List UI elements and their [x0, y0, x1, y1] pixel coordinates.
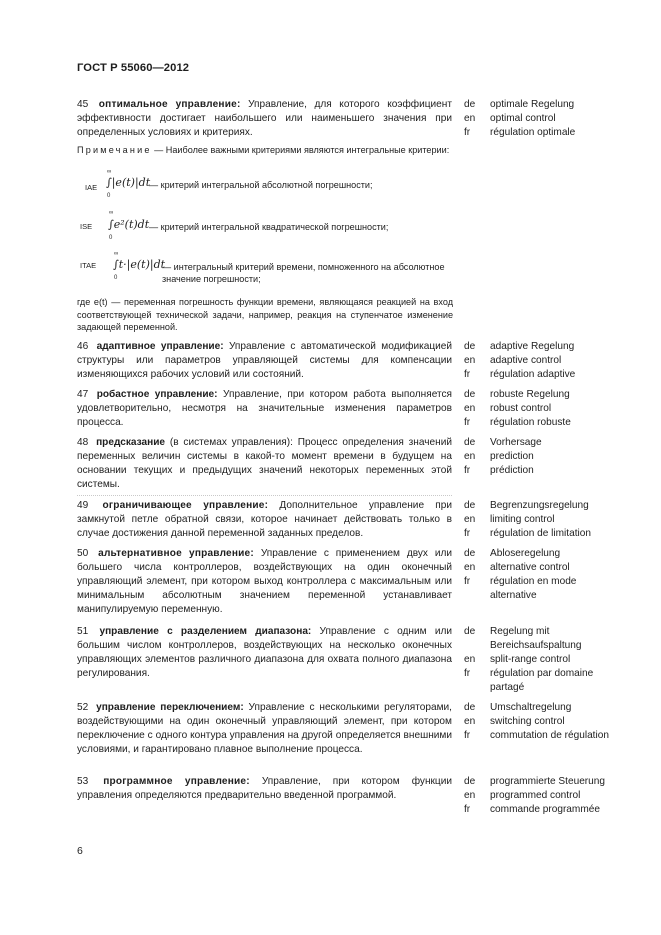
entry-definition: Управление с автоматической модификацией структуры или параметров управляющей системы для компенсации изменяющихся рабочих условий или состояний. — [77, 341, 453, 380]
translation-fr — [464, 729, 620, 743]
entry-translations — [464, 340, 620, 382]
term-entry-51 — [77, 625, 617, 693]
formula-expression: ∫t·|e(t)|dt — [113, 258, 166, 271]
translation-text: régulation en mode alternative — [490, 575, 577, 601]
lang-code: de — [464, 389, 476, 400]
entry-translations — [464, 388, 620, 430]
translation-text: commutation de régulation — [490, 729, 609, 741]
entry-term: адаптивное управление: — [96, 341, 224, 352]
translation-text: Umschaltregelung — [490, 702, 572, 713]
entry-term: оптимальное управление: — [98, 99, 241, 110]
lang-code: fr — [464, 126, 471, 138]
translation-en — [464, 653, 620, 667]
translation-text: limiting control — [490, 513, 555, 525]
entry-translations — [464, 436, 620, 478]
entry-number: 53 — [77, 776, 89, 787]
translation-de — [464, 625, 620, 653]
lang-code: en — [464, 789, 476, 801]
translation-en — [464, 715, 620, 729]
entry-text — [77, 388, 452, 430]
entry-term: программное управление: — [103, 776, 250, 787]
lang-code: de — [464, 626, 476, 637]
integral-lower-limit: 0 — [109, 235, 113, 241]
integral-lower-limit: 0 — [114, 275, 118, 281]
translation-text: régulation optimale — [490, 126, 576, 138]
lang-code: fr — [464, 729, 471, 741]
entry-text — [77, 340, 452, 382]
translation-de — [464, 701, 620, 715]
lang-code: fr — [464, 667, 471, 679]
translation-text: split-range control — [490, 653, 571, 665]
entry-definition: Управление, при котором функции управления определяются предварительно введенной программой. — [77, 776, 452, 801]
entry-definition: Управление с одним или большим числом контроллеров, воздействующих на несколько оконечных управляющих элементов различного диапазона для охвата полного диапазона регулирования. — [77, 626, 452, 679]
lang-code: en — [464, 450, 476, 462]
entry-definition: Управление с несколькими регуляторами, воздействующими на один оконечный управляющий элемент, при котором переключение с одного контура управления на другой определяется внешними условиями, и гарантировано плавное выполнение процесса. — [77, 702, 452, 755]
translation-fr — [464, 368, 620, 382]
translation-fr — [464, 126, 620, 140]
translation-text: robust control — [490, 402, 552, 414]
translation-en — [464, 789, 620, 803]
entry-translations — [464, 98, 620, 140]
lang-code: de — [464, 437, 476, 448]
translation-text: Vorhersage — [490, 437, 542, 448]
page-number: 6 — [77, 845, 83, 857]
entry-translations — [464, 499, 620, 541]
entry-text — [77, 436, 452, 492]
note-intro: Наиболее важными критериями являются интегральные критерии: — [165, 145, 450, 155]
translation-text: prédiction — [490, 464, 534, 476]
translation-text: programmierte Steuerung — [490, 776, 606, 787]
integral-upper-limit: ∞ — [109, 210, 114, 216]
formula-description: — критерий интегральной абсолютной погрешности; — [149, 180, 373, 190]
lang-code: fr — [464, 416, 471, 428]
translation-text: prediction — [490, 450, 534, 462]
translation-fr — [464, 464, 620, 478]
lang-code: fr — [464, 527, 471, 539]
translation-de — [464, 499, 620, 513]
term-entry-53 — [77, 775, 617, 815]
entry-number: 46 — [77, 341, 89, 352]
formula-iae — [84, 169, 454, 202]
formula-label: ITAE — [80, 261, 97, 270]
note-where-clause: где e(t) — переменная погрешность функции времени, являющаяся реакцией на вход соответствующей технической задачи, например, реакция на ступенчатое изменение задающей переменной. — [77, 297, 453, 333]
term-entry-50 — [77, 547, 617, 617]
formula-description: — критерий интегральной квадратической погрешности; — [149, 222, 389, 232]
translation-text: régulation de limitation — [490, 527, 591, 539]
translation-text: régulation adaptive — [490, 368, 576, 380]
lang-code: en — [464, 402, 476, 414]
entry-translations — [464, 547, 620, 603]
lang-code: en — [464, 354, 476, 366]
formula-itae — [80, 251, 454, 294]
translation-text: alternative control — [490, 561, 570, 573]
entry-number: 48 — [77, 437, 89, 448]
lang-code: de — [464, 776, 476, 787]
entry-term: управление с разделением диапазона: — [99, 626, 312, 637]
translation-de — [464, 436, 620, 450]
entry-term: альтернативное управление: — [98, 548, 254, 559]
translation-en — [464, 450, 620, 464]
entry-definition: Управление, для которого коэффициент эффективности достигает наибольшего или наименьшего значения при определенных условиях и критериях. — [77, 99, 452, 138]
integral-upper-limit: ∞ — [114, 251, 119, 257]
term-entry-45 — [77, 98, 617, 140]
entry-definition: Управление, при котором работа выполняется удовлетворительно, несмотря на значительные изменения параметров процесса. — [77, 389, 453, 428]
entry-divider — [77, 495, 452, 496]
translation-en — [464, 354, 620, 368]
translation-de — [464, 388, 620, 402]
translation-text: commande programmée — [490, 803, 600, 815]
lang-code: de — [464, 702, 476, 713]
lang-code: fr — [464, 575, 471, 587]
integral-upper-limit: ∞ — [107, 169, 112, 175]
entry-number: 49 — [77, 500, 89, 511]
translation-text: optimal control — [490, 112, 556, 124]
entry-definition: Управление с применением двух или большего числа контроллеров, воздействующих на один оконечный управляющий элемент, при котором выход контроллера с максимальным или минимальным абсолютным значением переменной устанавливает манипулируемую переменную. — [77, 548, 453, 615]
entry-number: 45 — [77, 99, 89, 110]
term-entry-47 — [77, 388, 617, 430]
entry-text — [77, 775, 452, 803]
term-entry-52 — [77, 701, 617, 757]
integral-lower-limit: 0 — [107, 193, 111, 199]
translation-de — [464, 340, 620, 354]
translation-text: Abloseregelung — [490, 548, 561, 559]
term-entry-48 — [77, 436, 617, 492]
entry-term: предсказание — [96, 437, 166, 448]
entry-translations — [464, 775, 620, 817]
entry-number: 47 — [77, 389, 89, 400]
formula-expression: ∫e²(t)dt — [108, 218, 150, 231]
formula-description: — интегральный критерий времени, помноженного на абсолютное значение погрешности; — [162, 262, 445, 285]
translation-de — [464, 547, 620, 561]
lang-code: en — [464, 112, 476, 124]
translation-fr — [464, 575, 620, 603]
note-block — [77, 144, 453, 156]
translation-text: programmed control — [490, 789, 581, 801]
lang-code: en — [464, 513, 476, 525]
lang-code: en — [464, 561, 476, 573]
translation-text: adaptive control — [490, 354, 562, 366]
formula-label: IAE — [85, 183, 98, 192]
lang-code: fr — [464, 803, 471, 815]
lang-code: en — [464, 715, 476, 727]
lang-code: de — [464, 99, 476, 110]
translation-text: optimale Regelung — [490, 99, 575, 110]
lang-code: en — [464, 653, 476, 665]
translation-text: switching control — [490, 715, 565, 727]
lang-code: fr — [464, 368, 471, 380]
translation-text: régulation par domaine partagé — [490, 667, 594, 693]
translation-de — [464, 775, 620, 789]
entry-term: управление переключением: — [96, 702, 244, 713]
entry-text — [77, 625, 452, 681]
entry-text — [77, 98, 452, 140]
translation-fr — [464, 667, 620, 695]
entry-term: робастное управление: — [96, 389, 218, 400]
entry-translations — [464, 701, 620, 743]
formula-expression: ∫|e(t)|dt — [106, 176, 151, 189]
formula-label: ISE — [80, 222, 93, 231]
document-header: ГОСТ Р 55060—2012 — [77, 62, 190, 74]
lang-code: de — [464, 548, 476, 559]
translation-text: adaptive Regelung — [490, 341, 575, 352]
entry-definition: Дополнительное управление при замкнутой петле обратной связи, которое начинает действовать только в случае достижения данной переменной заданных пределов. — [77, 500, 452, 539]
translation-en — [464, 513, 620, 527]
entry-text — [77, 547, 452, 617]
note-label: Примечание — — [77, 145, 166, 155]
translation-text: Begrenzungsregelung — [490, 500, 589, 511]
entry-text — [77, 499, 452, 541]
translation-de — [464, 98, 620, 112]
lang-code: fr — [464, 464, 471, 476]
term-entry-49 — [77, 499, 617, 541]
entry-number: 50 — [77, 548, 89, 559]
entry-definition: (в системах управления): Процесс определения значений переменных величин системы в какой-то момент времени в будущем на основании текущих и предыдущих значений некоторых переменных этой системы. — [77, 437, 452, 490]
translation-fr — [464, 803, 620, 817]
entry-translations — [464, 625, 620, 695]
translation-fr — [464, 527, 620, 541]
term-entry-46 — [77, 340, 617, 382]
translation-text: Regelung mit Bereichsaufspaltung — [490, 626, 582, 651]
lang-code: de — [464, 500, 476, 511]
lang-code: de — [464, 341, 476, 352]
entry-number: 52 — [77, 702, 89, 713]
formula-ise — [80, 210, 454, 244]
translation-en — [464, 561, 620, 575]
entry-text — [77, 701, 452, 757]
entry-term: ограничивающее управление: — [102, 500, 269, 511]
translation-en — [464, 402, 620, 416]
translation-en — [464, 112, 620, 126]
entry-number: 51 — [77, 626, 89, 637]
translation-fr — [464, 416, 620, 430]
translation-text: régulation robuste — [490, 416, 571, 428]
translation-text: robuste Regelung — [490, 389, 570, 400]
